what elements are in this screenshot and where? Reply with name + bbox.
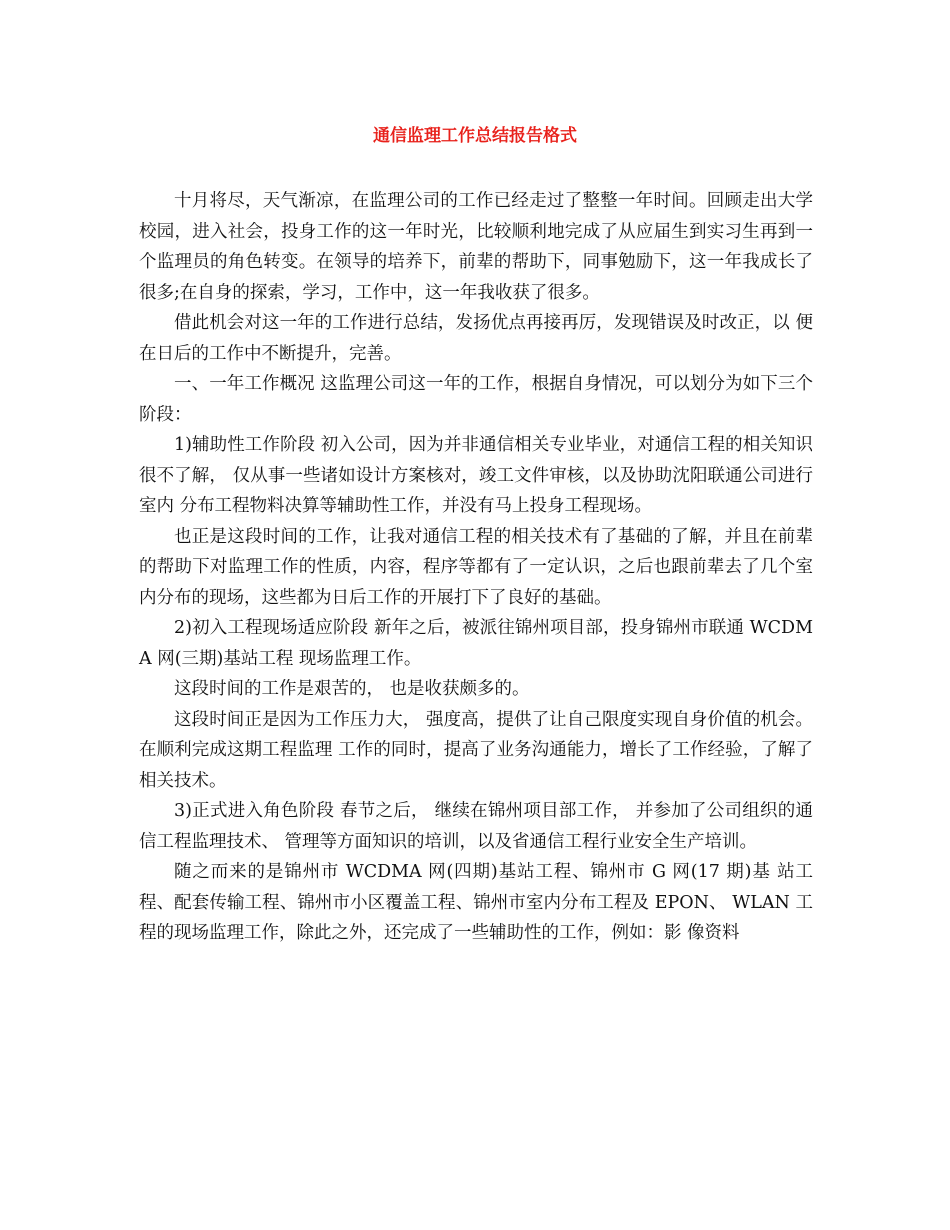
paragraph: 借此机会对这一年的工作进行总结，发扬优点再接再厉，发现错误及时改正，以 便在日后的工作中不断提升，完善。 xyxy=(139,313,813,364)
paragraph: 2)初入工程现场适应阶段 新年之后，被派往锦州项目部，投身锦州市联通 WCDMA 网(三期)基站工程 现场监理工作。 xyxy=(139,618,813,669)
paragraph: 十月将尽，天气渐凉，在监理公司的工作已经走过了整整一年时间。回顾走出大学校园，进入社会，投身工作的这一年时光，比较顺利地完成了从应届生到实习生再到一个监理员的角色转变。在领导的培养下，前辈的帮助下，同事勉励下，这一年我成长了很多;在自身的探索，学习，工作中，这一年我收获了很多。 xyxy=(139,191,813,303)
paragraph: 也正是这段时间的工作，让我对通信工程的相关技术有了基础的了解，并且在前辈的帮助下对监理工作的性质，内容，程序等都有了一定认识，之后也跟前辈去了几个室内分布的现场，这些都为日后工作的开展打下了良好的基础。 xyxy=(139,526,813,608)
paragraph: 这段时间的工作是艰苦的， 也是收获颇多的。 xyxy=(174,679,530,699)
paragraph: 1)辅助性工作阶段 初入公司，因为并非通信相关专业毕业，对通信工程的相关知识很不了解， 仅从事一些诸如设计方案核对，竣工文件审核，以及协助沈阳联通公司进行室内 分布工程物料决算等辅助性工作，并没有马上投身工程现场。 xyxy=(139,435,813,516)
paragraph: 这段时间正是因为工作压力大， 强度高，提供了让自己限度实现自身价值的机会。在顺利完成这期工程监理 工作的同时，提高了业务沟通能力，增长了工作经验，了解了相关技术。 xyxy=(139,709,813,791)
paragraph: 随之而来的是锦州市 WCDMA 网(四期)基站工程、锦州市 G 网(17 期)基 站工程、配套传输工程、锦州市小区覆盖工程、锦州市室内分布工程及 EPON、 WLAN 工程的现场监理工作，除此之外，还完成了一些辅助性的工作，例如：影 像资料 xyxy=(139,862,813,943)
paragraph: 一、一年工作概况 这监理公司这一年的工作，根据自身情况，可以划分为如下三个阶段： xyxy=(139,374,813,425)
document-title: 通信监理工作总结报告格式 xyxy=(373,126,577,146)
document-body xyxy=(139,186,813,949)
paragraph: 3)正式进入角色阶段 春节之后， 继续在锦州项目部工作， 并参加了公司组织的通信工程监理技术、 管理等方面知识的培训，以及省通信工程行业安全生产培训。 xyxy=(139,801,813,852)
